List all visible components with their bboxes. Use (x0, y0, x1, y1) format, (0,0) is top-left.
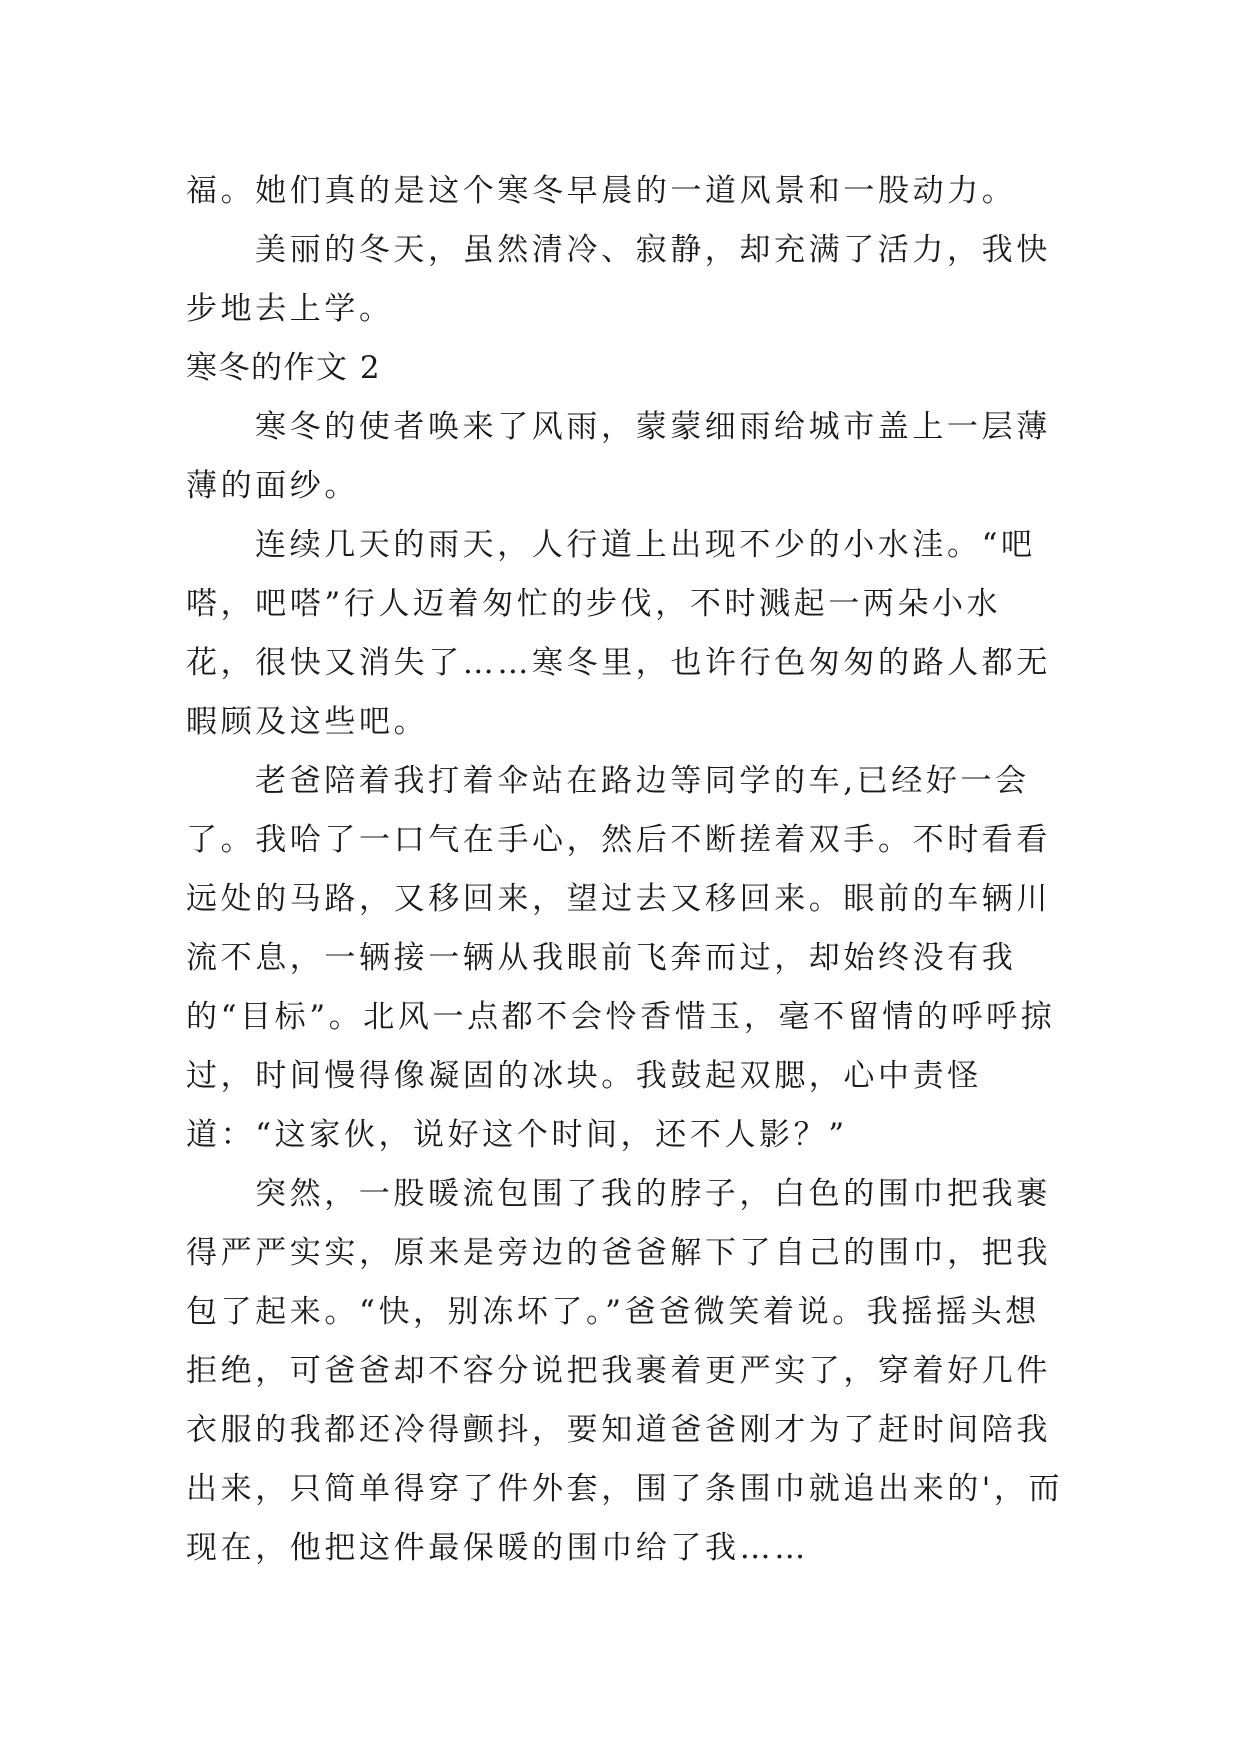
paragraph: 老爸陪着我打着伞站在路边等同学的车,已经好一会了。我哈了一口气在手心，然后不断搓着双手。不时看看远处的马路，又移回来，望过去又移回来。眼前的车辆川流不息，一辆接一辆从我眼前飞奔而过，却始终没有我的“目标”。北风一点都不会怜香惜玉，毫不留情的呼呼掠过，时间慢得像凝固的冰块。我鼓起双腮，心中责怪道：“这家伙，说好这个时间，还不人影？” (186, 763, 1056, 1153)
document-body (186, 162, 1066, 1578)
paragraph: 美丽的冬天，虽然清冷、寂静，却充满了活力，我快步地去上学。 (186, 232, 1051, 327)
paragraph: 寒冬的使者唤来了风雨，蒙蒙细雨给城市盖上一层薄薄的面纱。 (186, 409, 1051, 504)
paragraph-continuation: 福。她们真的是这个寒冬早晨的一道风景和一股动力。 (186, 173, 1017, 209)
paragraph: 突然，一股暖流包围了我的脖子，白色的围巾把我裹得严严实实，原来是旁边的爸爸解下了自己的围巾，把我包了起来。“快，别冻坏了。”爸爸微笑着说。我摇摇头想拒绝，可爸爸却不容分说把我裹着更严实了，穿着好几件衣服的我都还冷得颤抖，要知道爸爸刚才为了赶时间陪我出来，只简单得穿了件外套，围了条围巾就追出来的'，而现在，他把这件最保暖的围巾给了我…… (186, 1176, 1064, 1566)
paragraph: 连续几天的雨天，人行道上出现不少的小水洼。“吧嗒，吧嗒”行人迈着匆忙的步伐，不时溅起一两朵小水花，很快又消失了……寒冬里，也许行色匆匆的路人都无暇顾及这些吧。 (186, 527, 1051, 740)
section-heading: 寒冬的作文 2 (186, 350, 382, 386)
